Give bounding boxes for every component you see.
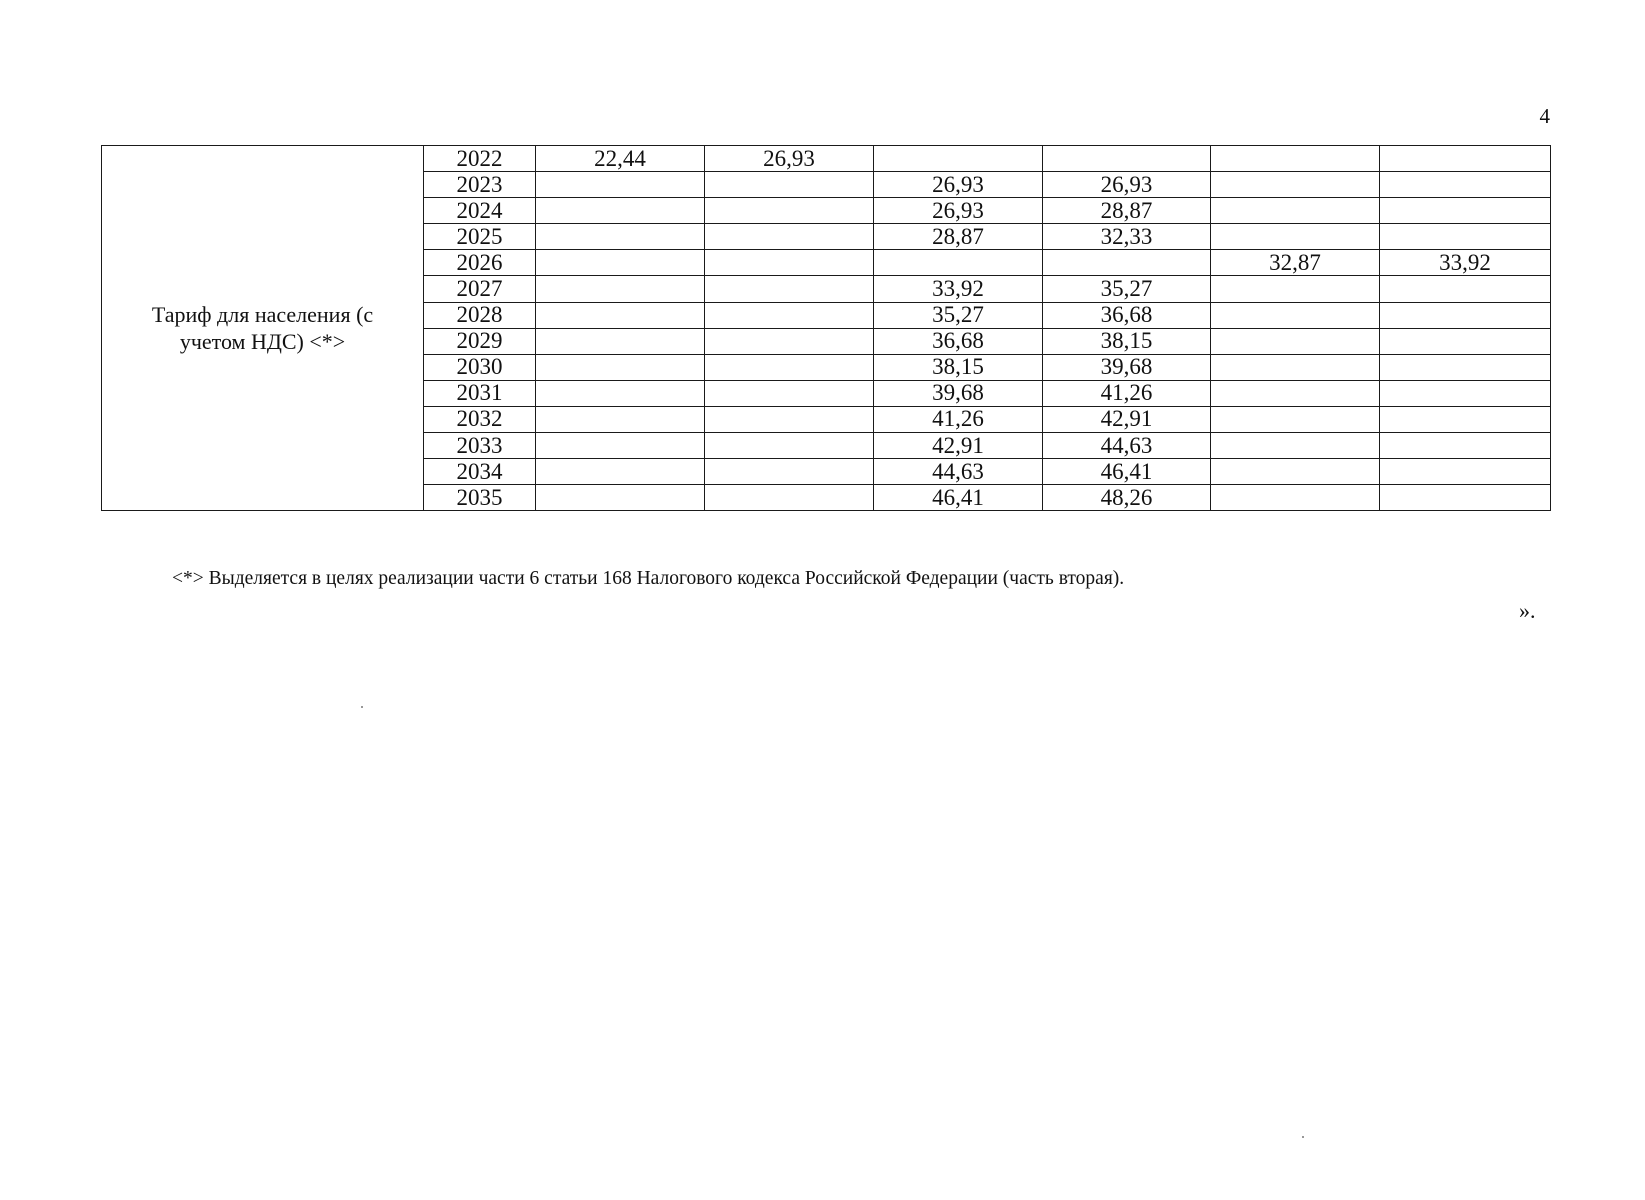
table-row <box>102 146 1551 172</box>
value-cell <box>705 276 874 302</box>
year-cell: 2022 <box>424 146 536 172</box>
value-cell <box>536 198 705 224</box>
year-cell: 2028 <box>424 302 536 328</box>
value-cell <box>536 485 705 511</box>
year-cell: 2033 <box>424 433 536 459</box>
value-cell <box>705 354 874 380</box>
value-cell <box>1211 380 1380 406</box>
value-cell <box>705 459 874 485</box>
value-cell <box>874 250 1043 276</box>
year-cell: 2027 <box>424 276 536 302</box>
row-label-cell: Тариф для населения (с учетом НДС) <*> <box>102 146 424 511</box>
value-cell <box>1211 146 1380 172</box>
value-cell: 39,68 <box>1043 354 1211 380</box>
value-cell <box>1380 302 1551 328</box>
year-cell: 2026 <box>424 250 536 276</box>
value-cell: 44,63 <box>1043 433 1211 459</box>
footnote: <*> Выделяется в целях реализации части 6 статьи 168 Налогового кодекса Российской Федерации (часть вторая). <box>172 568 1125 589</box>
value-cell <box>536 276 705 302</box>
value-cell <box>536 302 705 328</box>
value-cell <box>1211 433 1380 459</box>
value-cell: 46,41 <box>1043 459 1211 485</box>
closing-quote: ». <box>1519 598 1536 623</box>
year-cell: 2030 <box>424 354 536 380</box>
value-cell <box>1211 354 1380 380</box>
scan-speck <box>1302 1136 1304 1138</box>
year-cell: 2034 <box>424 459 536 485</box>
value-cell: 33,92 <box>1380 250 1551 276</box>
value-cell <box>1211 198 1380 224</box>
value-cell <box>536 406 705 432</box>
value-cell <box>536 354 705 380</box>
value-cell: 41,26 <box>1043 380 1211 406</box>
value-cell <box>1380 485 1551 511</box>
value-cell <box>1380 198 1551 224</box>
year-cell: 2023 <box>424 172 536 198</box>
value-cell: 22,44 <box>536 146 705 172</box>
value-cell <box>1380 172 1551 198</box>
value-cell <box>705 406 874 432</box>
year-cell: 2032 <box>424 406 536 432</box>
value-cell <box>536 328 705 354</box>
value-cell: 28,87 <box>1043 198 1211 224</box>
value-cell: 48,26 <box>1043 485 1211 511</box>
value-cell <box>1211 485 1380 511</box>
value-cell: 32,87 <box>1211 250 1380 276</box>
page-number: 4 <box>1539 104 1550 128</box>
value-cell: 38,15 <box>874 354 1043 380</box>
value-cell <box>705 302 874 328</box>
value-cell <box>1211 328 1380 354</box>
value-cell: 35,27 <box>874 302 1043 328</box>
value-cell: 36,68 <box>1043 302 1211 328</box>
value-cell: 26,93 <box>705 146 874 172</box>
value-cell: 42,91 <box>874 433 1043 459</box>
value-cell <box>1043 250 1211 276</box>
value-cell <box>1380 354 1551 380</box>
value-cell: 26,93 <box>1043 172 1211 198</box>
year-cell: 2025 <box>424 224 536 250</box>
tariff-table <box>101 145 1551 511</box>
value-cell <box>1043 146 1211 172</box>
value-cell <box>705 328 874 354</box>
value-cell: 38,15 <box>1043 328 1211 354</box>
value-cell <box>705 433 874 459</box>
value-cell: 44,63 <box>874 459 1043 485</box>
year-cell: 2024 <box>424 198 536 224</box>
value-cell: 33,92 <box>874 276 1043 302</box>
value-cell <box>705 224 874 250</box>
value-cell <box>536 433 705 459</box>
value-cell <box>1380 224 1551 250</box>
value-cell: 46,41 <box>874 485 1043 511</box>
value-cell <box>536 172 705 198</box>
value-cell: 35,27 <box>1043 276 1211 302</box>
value-cell <box>705 380 874 406</box>
value-cell <box>1211 276 1380 302</box>
value-cell: 26,93 <box>874 172 1043 198</box>
value-cell: 26,93 <box>874 198 1043 224</box>
value-cell <box>874 146 1043 172</box>
value-cell: 36,68 <box>874 328 1043 354</box>
value-cell <box>1380 433 1551 459</box>
value-cell <box>536 459 705 485</box>
value-cell <box>1380 459 1551 485</box>
value-cell <box>1211 459 1380 485</box>
value-cell <box>536 250 705 276</box>
value-cell: 32,33 <box>1043 224 1211 250</box>
year-cell: 2029 <box>424 328 536 354</box>
value-cell <box>1380 380 1551 406</box>
value-cell <box>1211 224 1380 250</box>
value-cell <box>705 172 874 198</box>
value-cell <box>1211 406 1380 432</box>
value-cell <box>1380 328 1551 354</box>
value-cell <box>705 198 874 224</box>
scan-speck <box>361 706 363 708</box>
value-cell: 39,68 <box>874 380 1043 406</box>
value-cell <box>1380 146 1551 172</box>
year-cell: 2035 <box>424 485 536 511</box>
value-cell <box>1380 406 1551 432</box>
year-cell: 2031 <box>424 380 536 406</box>
value-cell <box>536 224 705 250</box>
value-cell: 42,91 <box>1043 406 1211 432</box>
value-cell <box>536 380 705 406</box>
value-cell <box>1211 172 1380 198</box>
value-cell <box>705 250 874 276</box>
value-cell <box>1211 302 1380 328</box>
value-cell <box>705 485 874 511</box>
value-cell: 41,26 <box>874 406 1043 432</box>
value-cell <box>1380 276 1551 302</box>
value-cell: 28,87 <box>874 224 1043 250</box>
